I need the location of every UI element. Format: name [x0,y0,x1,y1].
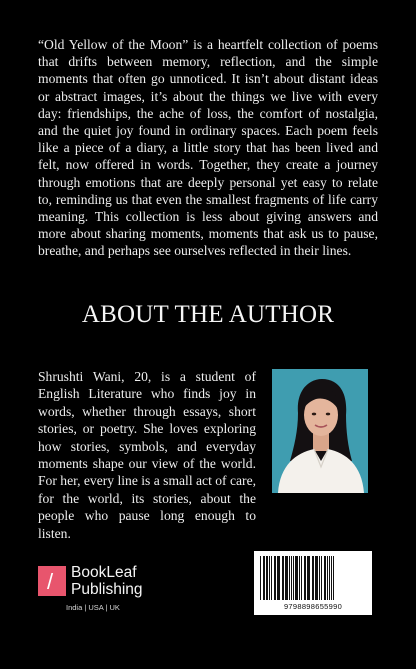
isbn-number: 9798898655990 [283,602,343,611]
author-bio: Shrushti Wani, 20, is a student of English Literature who finds joy in words, whether through essays, short stories, or poetry. She loves exploring how stories, symbols, and everyday moments shape our view of the world. For her, every line is a small act of care, for the world, its stories, about the people who pause long enough to listen. [38,369,256,541]
barcode-bar [285,556,288,600]
barcode-bar [277,556,280,600]
barcode-bar [315,556,318,600]
barcode-bar [307,556,310,600]
barcode-bar [260,556,261,600]
barcode-bar [266,556,268,600]
barcode-bar [333,556,334,600]
barcode-bar [269,556,270,600]
author-photo [272,369,368,493]
author-portrait-illustration [272,369,368,493]
isbn-barcode [254,551,372,615]
barcode-bar [331,556,332,600]
barcode-bar [321,556,322,600]
barcode-bar [301,556,302,600]
publisher-name-line1: BookLeaf [71,564,137,581]
publisher-logo-slash: / [47,569,54,594]
barcode-bar [291,556,292,600]
barcode-bars [260,556,366,600]
barcode-bar [274,556,276,600]
publisher-logo-mark [38,566,66,596]
barcode-bar [304,556,306,600]
barcode-bar [324,556,326,600]
barcode-bar [312,556,314,600]
about-author-heading: ABOUT THE AUTHOR [81,301,335,328]
barcode-bar [295,556,298,600]
book-blurb: “Old Yellow of the Moon” is a heartfelt collection of poems that drifts between memory, reflection, and the simple moments that often go unnoticed. It isn’t about distant ideas or abstract images, it’s about the things we live with every day: friendships, the ache of loss, the comfort of nostalgia, and the quiet joy found in ordinary spaces. Each poem feels like a piece of a diary, a little story that has been lived and felt, now offered in words. Together, they create a journey through emotions that are deeply personal yet easy to relate to, reminding us that even the smallest fragments of life carry meaning. This collection is less about giving answers and more about sharing moments, moments that ask us to pause, breathe, and perhaps see ourselves reflected in their lines. [38,37,378,259]
barcode-bar [282,556,284,600]
barcode-bar [289,556,290,600]
barcode-bar [319,556,320,600]
publisher-logo [38,566,178,616]
barcode-bar [327,556,328,600]
publisher-name-line2: Publishing [71,581,143,598]
barcode-bar [329,556,330,600]
publisher-regions: India | USA | UK [66,603,120,612]
barcode-bar [293,556,294,600]
barcode-bar [299,556,300,600]
barcode-bar [263,556,265,600]
barcode-bar [271,556,272,600]
